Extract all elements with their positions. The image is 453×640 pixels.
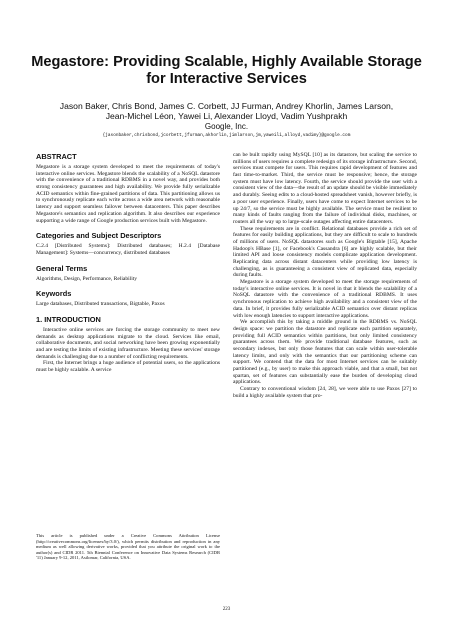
right-paragraph-5: Contrary to conventional wisdom [24, 28], we were able to use Paxos [27] to build a highly available system that pro-: [233, 386, 417, 399]
author-emails: {jasonbaker,chrisbond,jcorbett,jfurman,akhorlin,jimlarson,jm,yaweili,alloyd,vadimy}@google.com: [102, 133, 351, 138]
right-paragraph-2: These requirements are in conflict. Relational databases provide a rich set of features for easily building applications, but they are difficult to scale to hundreds of millions of users. NoSQL datastores such as Google's Bigtable [15], Apache Hadoop's HBase [1], or Facebook's Cassandra [6] are highly scalable, but their limited API and loose consistency models complicate application development. Replicating data across distant datacenters while providing low latency is challenging, as is guaranteeing a consistent view of replicated data, especially during faults.: [233, 225, 417, 279]
categories-heading: Categories and Subject Descriptors: [36, 231, 162, 241]
author-list: [30, 101, 423, 122]
authors-line-1: Jason Baker, Chris Bond, James C. Corbett, JJ Furman, Andrey Khorlin, James Larson,: [59, 101, 394, 111]
right-paragraph-4: We accomplish this by taking a middle ground in the RDBMS vs. NoSQL design space: we partition the datastore and replicate each partition separately, providing full ACID semantics within partitions, but only limited consistency guarantees across them. We provide traditional database features, such as secondary indexes, but only those features that can scale within user-tolerable latency limits, and only with the semantics that our partitioning scheme can support. We contend that the data for most Internet services can be suitably partitioned (e.g., by user) to make this approach viable, and that a small, but not spartan, set of features can substantially ease the burden of developing cloud applications.: [233, 319, 417, 386]
left-column: [36, 152, 220, 374]
introduction-heading: 1. INTRODUCTION: [36, 314, 101, 324]
intro-paragraph-1: Interactive online services are forcing the storage community to meet new demands as desktop applications migrate to the cloud. Services like email, collaborative documents, and social networking have been growing exponentially and are testing the limits of existing infrastructure. Meeting these services' storage demands is challenging due to a number of conflicting requirements.: [36, 326, 220, 360]
affiliation: Google, Inc.: [204, 122, 249, 131]
intro-paragraph-2: First, the Internet brings a huge audience of potential users, so the applications must be highly scalable. A service: [36, 360, 220, 374]
license-footnote: This article is published under a Creative Commons Attribution License (http://creativecommons.org/licenses/by/3.0/), which permits distribution and reproduction in any medium as well allowing derivative works, provided that you attribute the original work to the author(s) and CIDR 2011. 5th Biennial Conference on Innovative Data Systems Research (CIDR '11) January 9-12, 2011, Asilomar, California, USA.: [36, 533, 220, 560]
paper-title: Megastore: Providing Scalable, Highly Available Storage for Interactive Services: [31, 54, 422, 87]
right-paragraph-3: Megastore is a storage system developed to meet the storage requirements of today's interactive online services. It is novel in that it blends the scalability of a NoSQL datastore with the convenience of a traditional RDBMS. It uses synchronous replication to achieve high availability and a consistent view of the data. In brief, it provides fully serializable ACID semantics over distant replicas with low enough latencies to support interactive applications.: [233, 279, 417, 319]
terms-heading: General Terms: [36, 263, 88, 273]
abstract-heading: ABSTRACT: [36, 152, 77, 161]
terms-text: Algorithms, Design, Performance, Reliability: [36, 275, 138, 282]
right-paragraph-1: can be built rapidly using MySQL [10] as its datastore, but scaling the service to millions of users requires a complete redesign of its storage infrastructure. Second, services must compete for users. This requires rapid development of features and fast time-to-market. Third, the service must be responsive; hence, the storage system must have low latency. Fourth, the service should provide the user with a consistent view of the data—the result of an update should be visible immediately and durably. Seeing edits to a cloud-hosted spreadsheet vanish, however briefly, is a poor user experience. Finally, users have come to expect Internet services to be up 24/7, so the service must be highly available. The service must be resilient to many kinds of faults ranging from the failure of individual disks, machines, or routers all the way up to large-scale outages affecting entire datacenters.: [233, 152, 417, 225]
abstract-text: Megastore is a storage system developed to meet the requirements of today's interactive online services. Megastore blends the scalability of a NoSQL datastore with the convenience of a traditional RDBMS in a novel way, and provides both strong consistency guarantees and high availability. We provide fully serializable ACID semantics within fine-grained partitions of data. This partitioning allows us to synchronously replicate each write across a wide area network with reasonable latency and support seamless failover between datacenters. This paper describes Megastore's semantics and replication algorithm. It also describes our experience supporting a wide range of Google production services built with Megastore.: [36, 164, 220, 224]
page-number: 223: [222, 607, 231, 612]
categories-text: C.2.4 [Distributed Systems]: Distributed databases; H.2.4 [Database Management]: Systems—concurrency, distributed databases: [36, 243, 220, 256]
right-column: [233, 152, 417, 399]
keywords-text: Large databases, Distributed transactions, Bigtable, Paxos: [36, 301, 165, 308]
authors-line-2: Jean-Michel Léon, Yawei Li, Alexander Lloyd, Vadim Yushprakh: [105, 111, 348, 122]
keywords-heading: Keywords: [36, 289, 72, 299]
